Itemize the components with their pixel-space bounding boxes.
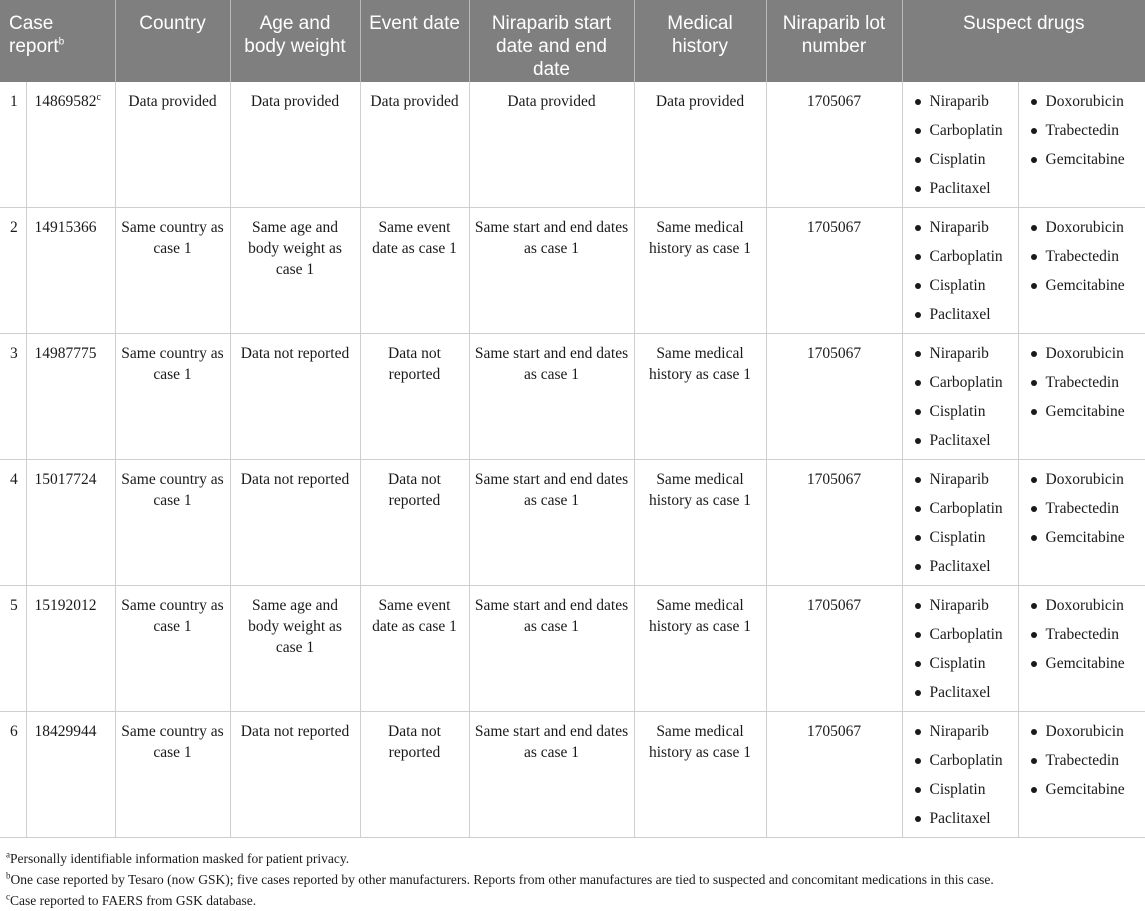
- medical-history-cell: Data provided: [634, 82, 766, 208]
- drug-item: Gemcitabine: [1031, 527, 1145, 556]
- drug-list: [1031, 217, 1145, 304]
- age-weight-cell: Data not reported: [230, 712, 360, 838]
- header-niraparib-dates: Niraparib start date and end date: [469, 0, 634, 82]
- niraparib-dates-cell: Same start and end dates as case 1: [469, 586, 634, 712]
- drug-item: Carboplatin: [915, 498, 1018, 527]
- suspect-drugs-cell: [1018, 460, 1145, 586]
- table-row: [0, 460, 1145, 586]
- header-suspect-drugs: Suspect drugs: [902, 0, 1145, 82]
- suspect-drugs-cell: [902, 586, 1018, 712]
- drug-list: [1031, 343, 1145, 430]
- case-report-id-text: 14869582: [35, 93, 97, 110]
- case-number: 5: [0, 586, 26, 712]
- drug-item: Cisplatin: [915, 527, 1018, 556]
- lot-number-cell: 1705067: [766, 586, 902, 712]
- case-report-id: [26, 460, 115, 586]
- niraparib-dates-cell: Same start and end dates as case 1: [469, 334, 634, 460]
- drug-list: [915, 217, 1018, 333]
- case-report-id-text: 14915366: [35, 219, 97, 236]
- footnote-text: Case reported to FAERS from GSK database.: [10, 893, 256, 908]
- header-row: [0, 0, 1145, 82]
- drug-item: Carboplatin: [915, 750, 1018, 779]
- drug-item: Carboplatin: [915, 624, 1018, 653]
- table-row: [0, 82, 1145, 208]
- drug-item: Carboplatin: [915, 120, 1018, 149]
- niraparib-dates-cell: Same start and end dates as case 1: [469, 208, 634, 334]
- medical-history-cell: Same medical history as case 1: [634, 334, 766, 460]
- drug-item: Cisplatin: [915, 149, 1018, 178]
- suspect-drugs-cell: [902, 208, 1018, 334]
- case-report-id-text: 14987775: [35, 345, 97, 362]
- footnote-mark: a: [6, 850, 10, 860]
- case-report-id: [26, 334, 115, 460]
- event-date-cell: Same event date as case 1: [360, 208, 469, 334]
- age-weight-cell: Data provided: [230, 82, 360, 208]
- suspect-drugs-cell: [1018, 208, 1145, 334]
- drug-item: Niraparib: [915, 217, 1018, 246]
- drug-item: Doxorubicin: [1031, 343, 1145, 372]
- drug-item: Paclitaxel: [915, 178, 1018, 207]
- event-date-cell: Same event date as case 1: [360, 586, 469, 712]
- drug-list: [1031, 595, 1145, 682]
- case-report-id: [26, 586, 115, 712]
- suspect-drugs-cell: [1018, 586, 1145, 712]
- niraparib-dates-cell: Same start and end dates as case 1: [469, 460, 634, 586]
- case-number: 1: [0, 82, 26, 208]
- drug-item: Paclitaxel: [915, 808, 1018, 837]
- case-report-id-text: 15192012: [35, 597, 97, 614]
- footnote: [6, 890, 994, 911]
- drug-item: Carboplatin: [915, 372, 1018, 401]
- header-country: Country: [115, 0, 230, 82]
- case-number: 6: [0, 712, 26, 838]
- country-cell: Data provided: [115, 82, 230, 208]
- header-medical-history: Medical history: [634, 0, 766, 82]
- footnote-text: Personally identifiable information masked for patient privacy.: [10, 851, 349, 866]
- drug-item: Cisplatin: [915, 779, 1018, 808]
- drug-item: Doxorubicin: [1031, 91, 1145, 120]
- suspect-drugs-cell: [902, 712, 1018, 838]
- table-row: [0, 712, 1145, 838]
- drug-item: Trabectedin: [1031, 750, 1145, 779]
- country-cell: Same country as case 1: [115, 208, 230, 334]
- lot-number-cell: 1705067: [766, 334, 902, 460]
- drug-item: Doxorubicin: [1031, 469, 1145, 498]
- case-report-id-text: 18429944: [35, 723, 97, 740]
- table-row: [0, 334, 1145, 460]
- footnote: [6, 848, 994, 869]
- case-report-id: [26, 82, 115, 208]
- drug-item: Carboplatin: [915, 246, 1018, 275]
- drug-item: Niraparib: [915, 595, 1018, 624]
- lot-number-cell: 1705067: [766, 208, 902, 334]
- drug-item: Trabectedin: [1031, 120, 1145, 149]
- age-weight-cell: Same age and body weight as case 1: [230, 208, 360, 334]
- suspect-drugs-cell: [1018, 82, 1145, 208]
- drug-item: Paclitaxel: [915, 682, 1018, 711]
- age-weight-cell: Data not reported: [230, 460, 360, 586]
- drug-item: Cisplatin: [915, 653, 1018, 682]
- drug-list: [1031, 721, 1145, 808]
- event-date-cell: Data not reported: [360, 712, 469, 838]
- footnote-mark: c: [6, 892, 10, 902]
- drug-item: Paclitaxel: [915, 430, 1018, 459]
- medical-history-cell: Same medical history as case 1: [634, 208, 766, 334]
- footnote-marker: c: [97, 92, 101, 103]
- drug-item: Doxorubicin: [1031, 217, 1145, 246]
- drug-item: Gemcitabine: [1031, 779, 1145, 808]
- country-cell: Same country as case 1: [115, 334, 230, 460]
- event-date-cell: Data not reported: [360, 460, 469, 586]
- suspect-drugs-cell: [902, 82, 1018, 208]
- country-cell: Same country as case 1: [115, 712, 230, 838]
- drug-item: Doxorubicin: [1031, 595, 1145, 624]
- table-row: [0, 208, 1145, 334]
- case-report-id: [26, 208, 115, 334]
- case-report-id: [26, 712, 115, 838]
- drug-item: Gemcitabine: [1031, 149, 1145, 178]
- age-weight-cell: Data not reported: [230, 334, 360, 460]
- footnote-text: One case reported by Tesaro (now GSK); five cases reported by other manufacturers. Reports from other manufactures are tied to suspected and concomitant medications in this case.: [11, 872, 994, 887]
- suspect-drugs-cell: [1018, 712, 1145, 838]
- drug-item: Paclitaxel: [915, 304, 1018, 333]
- header-lot-number: Niraparib lot number: [766, 0, 902, 82]
- drug-item: Trabectedin: [1031, 624, 1145, 653]
- case-number: 3: [0, 334, 26, 460]
- drug-item: Paclitaxel: [915, 556, 1018, 585]
- drug-list: [915, 343, 1018, 459]
- medical-history-cell: Same medical history as case 1: [634, 460, 766, 586]
- niraparib-dates-cell: Same start and end dates as case 1: [469, 712, 634, 838]
- drug-item: Gemcitabine: [1031, 275, 1145, 304]
- niraparib-dates-cell: Data provided: [469, 82, 634, 208]
- drug-item: Trabectedin: [1031, 498, 1145, 527]
- suspect-drugs-cell: [1018, 334, 1145, 460]
- drug-item: Cisplatin: [915, 401, 1018, 430]
- table-row: [0, 586, 1145, 712]
- lot-number-cell: 1705067: [766, 82, 902, 208]
- suspect-drugs-cell: [902, 460, 1018, 586]
- country-cell: Same country as case 1: [115, 460, 230, 586]
- drug-item: Trabectedin: [1031, 246, 1145, 275]
- event-date-cell: Data provided: [360, 82, 469, 208]
- drug-item: Cisplatin: [915, 275, 1018, 304]
- footnote-mark: b: [6, 871, 11, 881]
- footnotes: [6, 848, 994, 911]
- drug-list: [915, 721, 1018, 837]
- footnote: [6, 869, 994, 890]
- drug-item: Niraparib: [915, 91, 1018, 120]
- drug-item: Niraparib: [915, 469, 1018, 498]
- drug-item: Gemcitabine: [1031, 653, 1145, 682]
- header-event-date: Event date: [360, 0, 469, 82]
- country-cell: Same country as case 1: [115, 586, 230, 712]
- lot-number-cell: 1705067: [766, 712, 902, 838]
- drug-list: [1031, 91, 1145, 178]
- drug-item: Gemcitabine: [1031, 401, 1145, 430]
- drug-list: [1031, 469, 1145, 556]
- drug-item: Doxorubicin: [1031, 721, 1145, 750]
- header-case-report: Case report$^b$: [0, 0, 115, 82]
- case-report-id-text: 15017724: [35, 471, 97, 488]
- event-date-cell: Data not reported: [360, 334, 469, 460]
- header-age-weight: Age and body weight: [230, 0, 360, 82]
- medical-history-cell: Same medical history as case 1: [634, 586, 766, 712]
- lot-number-cell: 1705067: [766, 460, 902, 586]
- drug-list: [915, 469, 1018, 585]
- case-number: 2: [0, 208, 26, 334]
- drug-item: Niraparib: [915, 343, 1018, 372]
- drug-list: [915, 91, 1018, 207]
- drug-item: Trabectedin: [1031, 372, 1145, 401]
- age-weight-cell: Same age and body weight as case 1: [230, 586, 360, 712]
- drug-item: Niraparib: [915, 721, 1018, 750]
- drug-list: [915, 595, 1018, 711]
- medical-history-cell: Same medical history as case 1: [634, 712, 766, 838]
- case-number: 4: [0, 460, 26, 586]
- suspect-drugs-cell: [902, 334, 1018, 460]
